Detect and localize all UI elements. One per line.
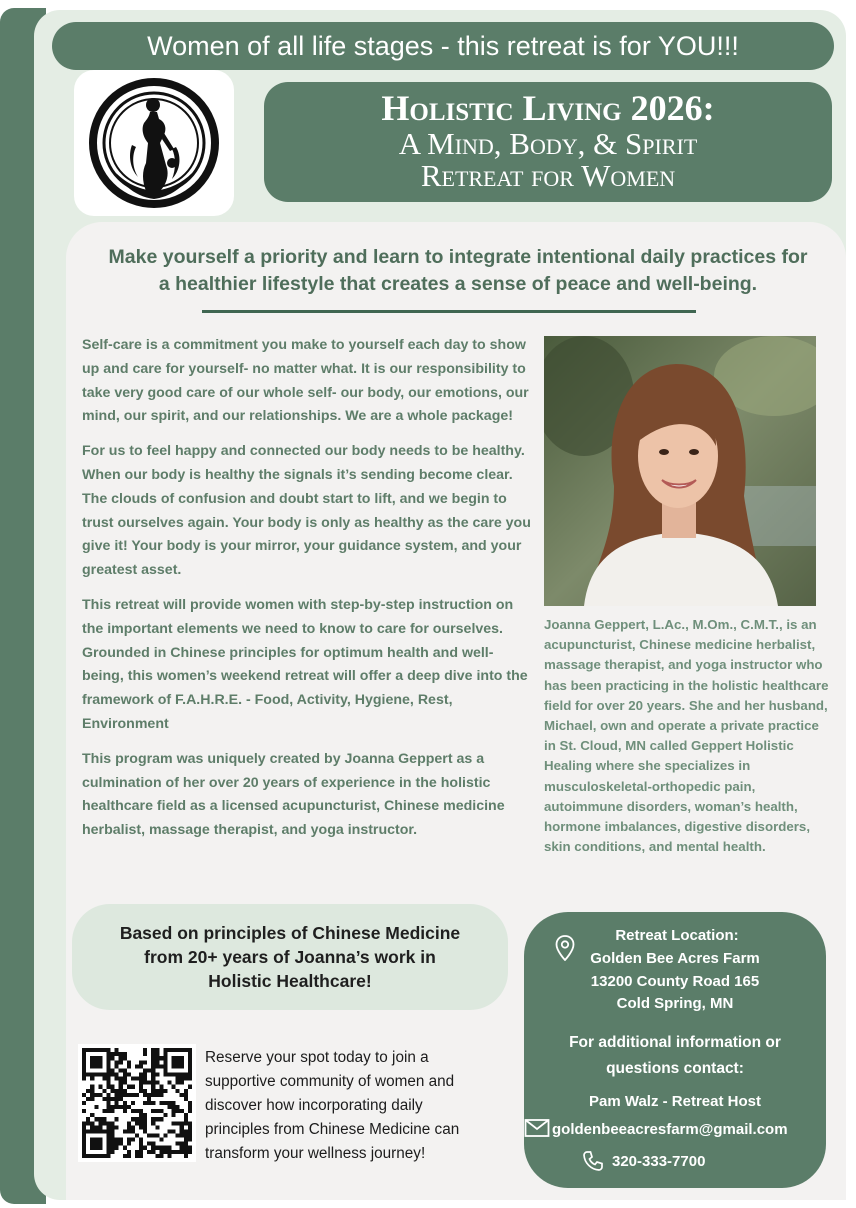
- venue-city: Cold Spring, MN: [616, 995, 734, 1012]
- qr-code[interactable]: [78, 1044, 196, 1162]
- headline-line-1: Make yourself a priority and learn to integrate intentional daily practices for: [108, 246, 808, 268]
- headline: [70, 244, 846, 298]
- body-text: [82, 334, 534, 854]
- envelope-icon: [524, 1118, 550, 1138]
- portrait-photo: [544, 336, 816, 606]
- body-paragraph-2: For us to feel happy and connected our body needs to be healthy. When our body is healthy the signals it’s sending become clear. The clouds of confusion and doubt start to lift, and we begin to trust ourselves again. Your body is only as healthy as the care you give it! Your body is your mirror, your guidance system, and your greatest asset.: [82, 443, 531, 579]
- reserve-text: [205, 1046, 510, 1166]
- callout-box: [72, 904, 508, 1010]
- venue-name: Golden Bee Acres Farm: [590, 950, 760, 967]
- reserve-line-5: transform your wellness journey!: [205, 1145, 426, 1162]
- email-link[interactable]: goldenbeeacresfarm@gmail.com: [552, 1121, 788, 1138]
- callout-line-1: Based on principles of Chinese Medicine: [119, 923, 461, 943]
- body-paragraph-4: This program was uniquely created by Joanna Geppert as a culmination of her over 20 years of experience in the holistic healthcare field as a licensed acupuncturist, Chinese medicine herbalist, massage therapist, and yoga instructor.: [82, 750, 505, 839]
- title-line-2: A Mind, Body, & Spirit: [398, 126, 698, 161]
- woman-silhouette-logo: [86, 75, 222, 211]
- title-line-3: Retreat for Women: [420, 158, 676, 193]
- qr-code-graphic: [78, 1044, 196, 1162]
- reserve-line-2: supportive community of women and: [205, 1073, 455, 1090]
- location-label: Retreat Location:: [615, 927, 739, 944]
- logo: [74, 70, 234, 216]
- headline-line-2: a healthier lifestyle that creates a sense of peace and well-being.: [158, 273, 758, 295]
- host-name: Pam Walz - Retreat Host: [589, 1093, 761, 1110]
- reserve-line-3: discover how incorporating daily: [205, 1097, 423, 1114]
- venue-street: 13200 County Road 165: [590, 973, 760, 990]
- body-paragraph-3: This retreat will provide women with step-by-step instruction on the important elements we need to know to care for ourselves. Grounded in Chinese principles for optimum health and well-being, this women’s weekend retreat will offer a deep dive into the framework of F.A.H.R.E. - Food, Activity, Hygiene, Rest, Environment: [82, 596, 528, 732]
- reserve-line-1: Reserve your spot today to join a: [205, 1049, 429, 1066]
- phone-icon: [582, 1150, 604, 1172]
- bio-text: Joanna Geppert, L.Ac., M.Om., C.M.T., is an acupuncturist, Chinese medicine herbalist, massage therapist, and yoga instructor who has been practicing in the holistic healthcare field for over 20 years. She and her husband, Michael, own and operate a private practice in St. Cloud, MN called Geppert Holistic Healing where she specializes in musculoskeletal-orthopedic pain, autoimmune disorders, woman’s health, hormone imbalances, digestive disorders, skin conditions, and mental health.: [544, 617, 829, 855]
- title-box: [264, 82, 832, 202]
- callout-line-3: Holistic Healthcare!: [208, 971, 372, 991]
- title-line-1: Holistic Living 2026:: [381, 88, 715, 128]
- reserve-line-4: principles from Chinese Medicine can: [205, 1121, 460, 1138]
- info-line-1: For additional information or: [569, 1034, 781, 1051]
- banner-text: Women of all life stages - this retreat is for YOU!!!: [147, 30, 739, 61]
- callout-line-2: from 20+ years of Joanna’s work in: [144, 947, 436, 967]
- top-banner: [52, 22, 834, 70]
- body-paragraph-1: Self-care is a commitment you make to yourself each day to show up and care for yourself- no matter what. It is our responsibility to take very good care of our whole self- our body, our emotions, our mind, our spirit, and our relationships. We are a whole package!: [82, 337, 529, 425]
- divider: [202, 310, 696, 313]
- phone-number[interactable]: 320-333-7700: [612, 1153, 706, 1170]
- contact-box: [524, 912, 826, 1188]
- info-line-2: questions contact:: [606, 1060, 744, 1077]
